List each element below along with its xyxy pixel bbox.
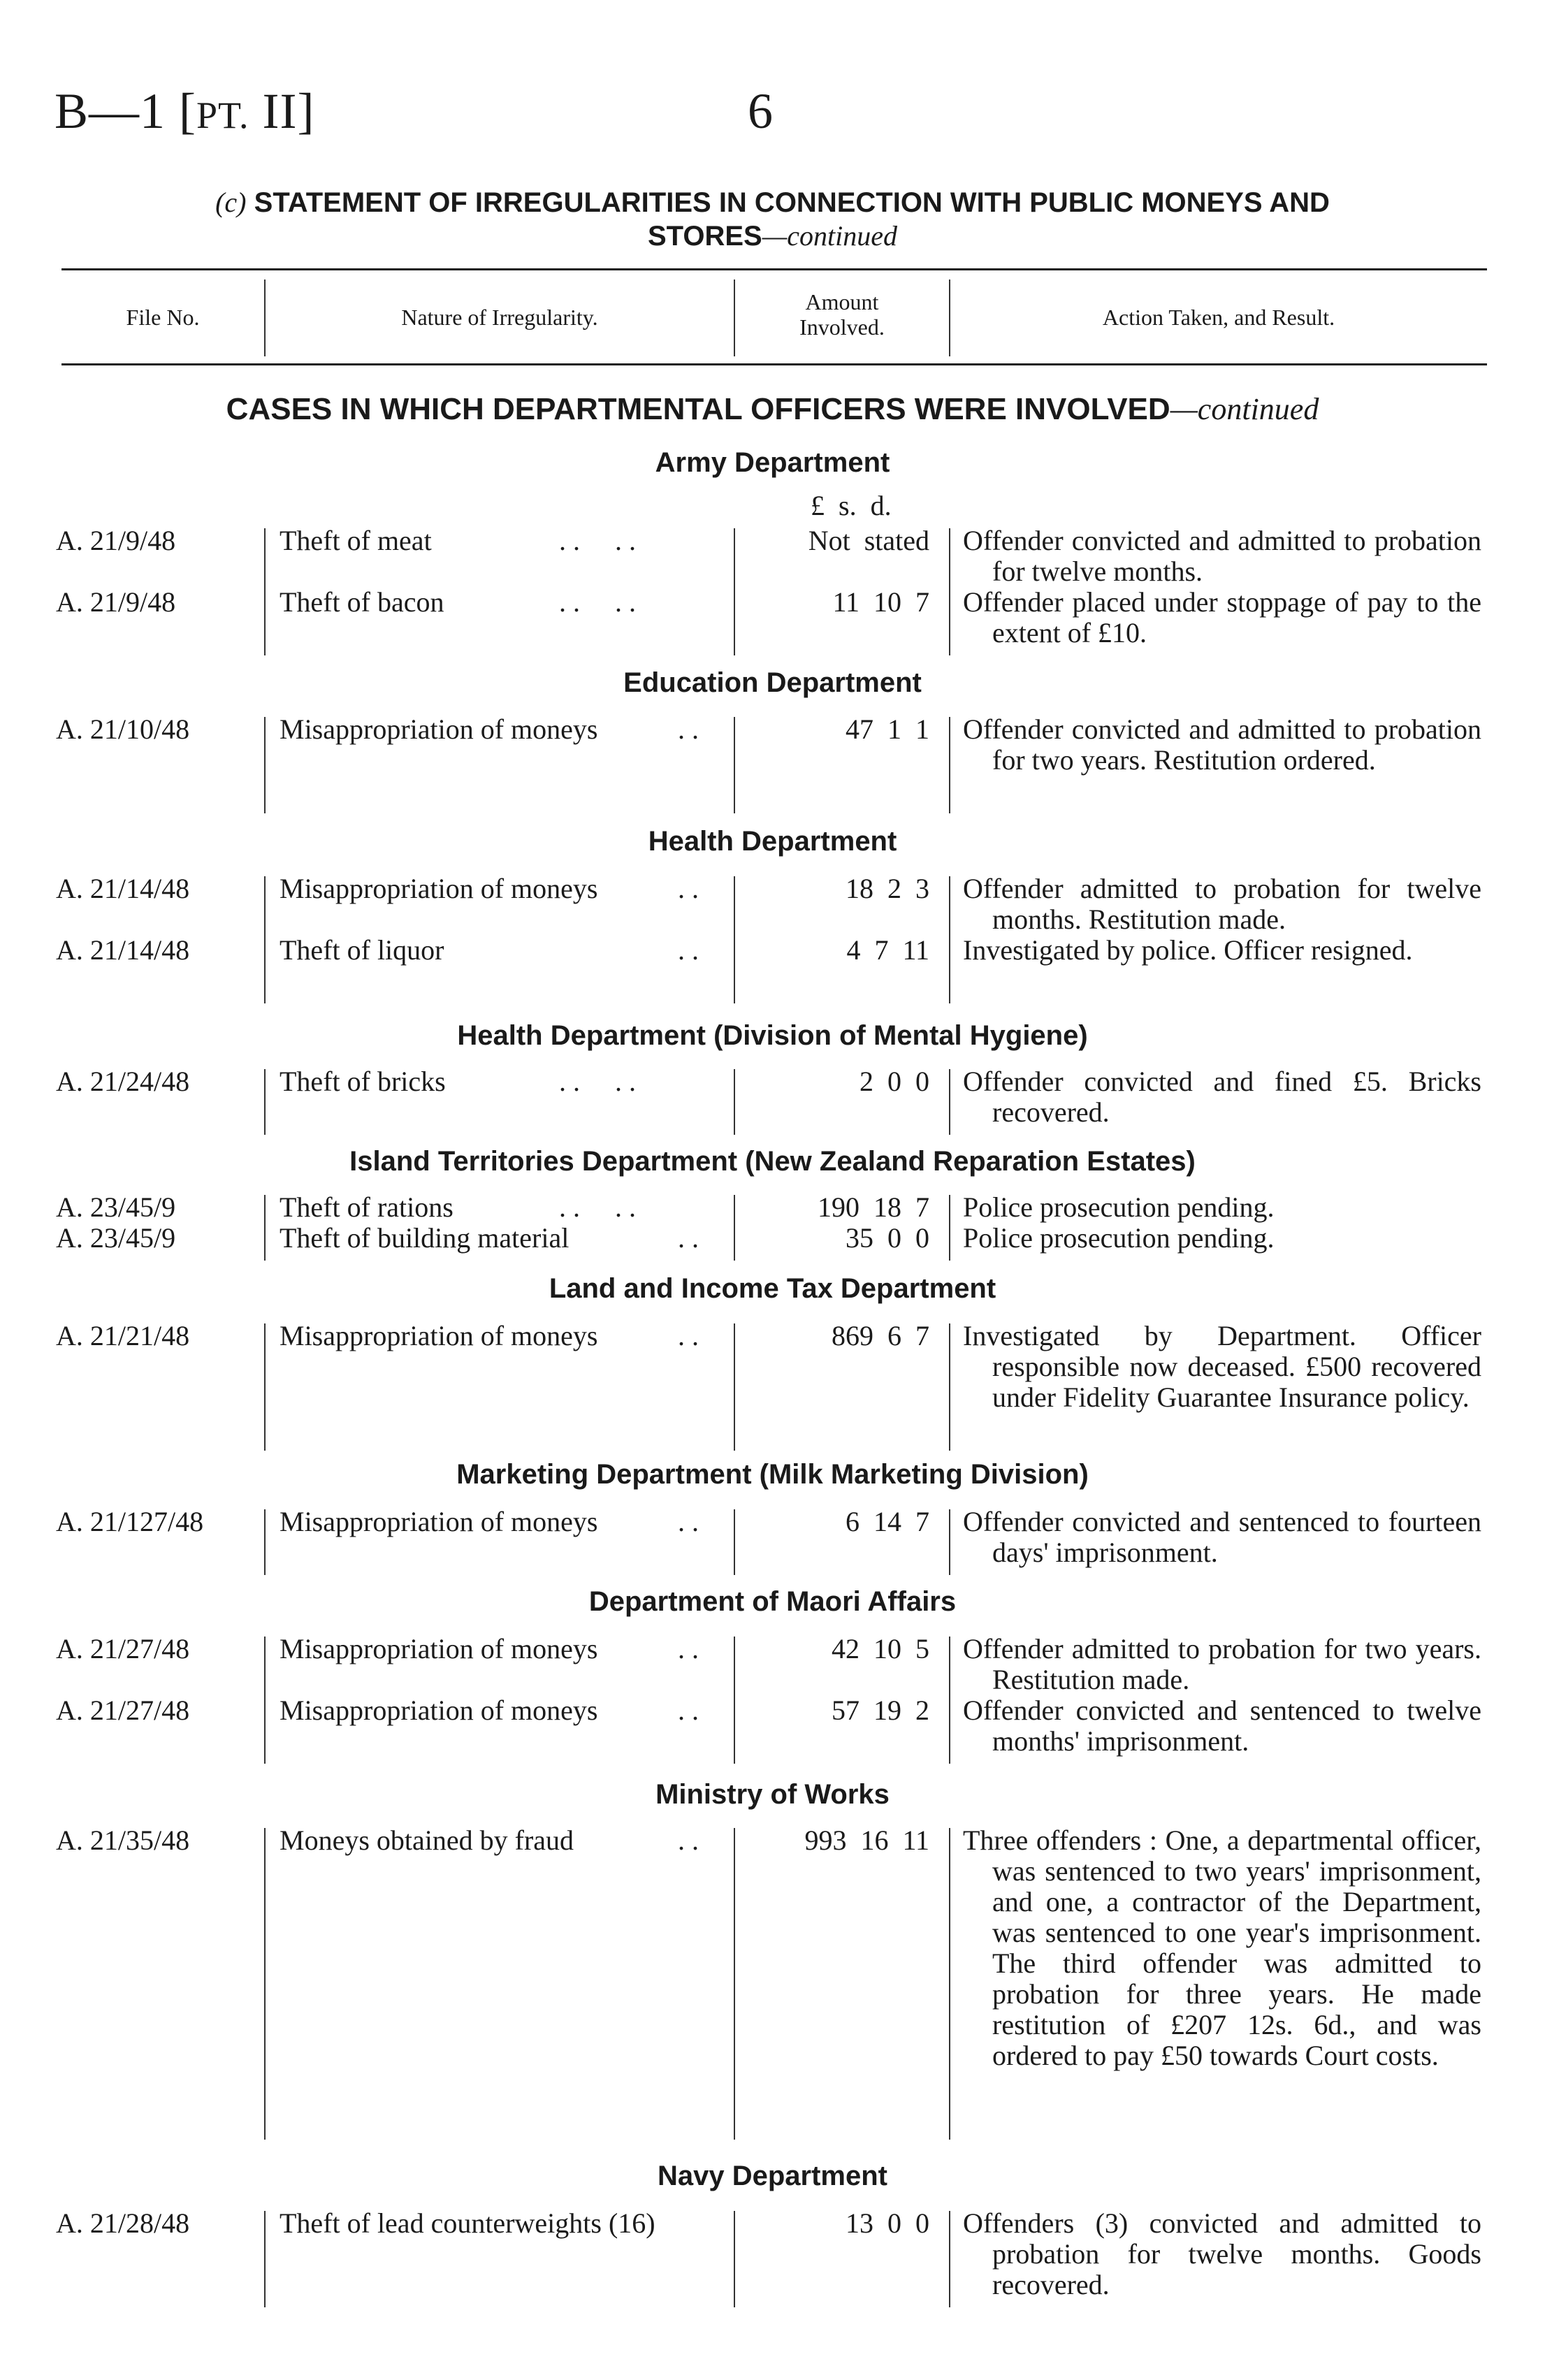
- column-rule: [734, 1195, 735, 1230]
- nature-of-irregularity: Misappropriation of moneys: [280, 713, 598, 745]
- department-heading: Health Department: [648, 826, 897, 857]
- department-heading: Education Department: [623, 667, 922, 698]
- action-taken: Offenders (3) convicted and admitted to probation for twelve months. Goods recovered.: [963, 2207, 1481, 2300]
- column-rule: [949, 1226, 950, 1261]
- leader-dots: . .: [678, 713, 699, 745]
- action-taken: Offender placed under stoppage of pay to the extent of £10.: [963, 586, 1481, 648]
- amount-involved: 2 0 0: [859, 1066, 929, 1097]
- column-rule: [264, 2211, 266, 2307]
- column-rule: [734, 1069, 735, 1135]
- column-header-amount: [735, 289, 949, 340]
- file-number: A. 21/14/48: [56, 934, 190, 966]
- action-taken: Police prosecution pending.: [963, 1222, 1275, 1254]
- nature-of-irregularity: Misappropriation of moneys: [280, 873, 598, 904]
- nature-of-irregularity: Theft of lead counterweights (16): [280, 2207, 655, 2239]
- column-rule: [734, 1637, 735, 1702]
- file-number: A. 21/9/48: [56, 586, 176, 618]
- file-number: A. 21/24/48: [56, 1066, 190, 1097]
- column-rule: [264, 528, 266, 594]
- column-rule: [949, 1069, 950, 1135]
- action-taken: Three offenders : One, a departmental officer, was sentenced to two years' imprisonment, and one, a contractor of the Department, was sentenced to one year's imprisonment. The third offender was admitted to probation for three years. He made restitution of £207 12s. 6d., and was ordered to pay £50 towards Court costs.: [963, 1824, 1481, 2071]
- leader-dots: . . . .: [559, 1191, 636, 1223]
- action-taken: Investigated by police. Officer resigned.: [963, 934, 1413, 966]
- column-rule: [734, 876, 735, 942]
- amount-involved: 57 19 2: [832, 1695, 929, 1726]
- section-heading: CASES IN WHICH DEPARTMENTAL OFFICERS WERE INVOLVED—continued: [226, 392, 1319, 426]
- amount-involved: 869 6 7: [832, 1320, 929, 1351]
- column-rule: [264, 1637, 266, 1702]
- column-rule: [264, 1323, 266, 1451]
- section-continued: —continued: [1170, 392, 1319, 426]
- action-taken: Offender convicted and fined £5. Bricks recovered.: [963, 1066, 1481, 1128]
- column-rule: [734, 1698, 735, 1764]
- column-rule: [264, 876, 266, 942]
- currency-column-header: £ s. d.: [811, 490, 892, 521]
- amount-involved: 42 10 5: [832, 1633, 929, 1664]
- column-header-amount-line1: Amount: [805, 289, 879, 314]
- column-rule: [264, 1698, 266, 1764]
- leader-dots: . . . .: [559, 586, 636, 618]
- column-rule: [949, 528, 950, 594]
- nature-of-irregularity: Misappropriation of moneys: [280, 1506, 598, 1537]
- page-number: 6: [748, 83, 773, 139]
- leader-dots: . .: [678, 1633, 699, 1664]
- header-top-rule: [61, 268, 1487, 270]
- department-heading: Navy Department: [657, 2161, 887, 2191]
- file-number: A. 23/45/9: [56, 1222, 176, 1254]
- file-number: A. 21/14/48: [56, 873, 190, 904]
- column-rule: [734, 590, 735, 655]
- department-heading: Army Department: [655, 447, 890, 478]
- statement-title: [0, 186, 1545, 219]
- action-taken: Police prosecution pending.: [963, 1191, 1275, 1223]
- column-rule: [949, 1828, 950, 2140]
- amount-involved: 13 0 0: [846, 2207, 929, 2239]
- column-rule: [734, 2211, 735, 2307]
- file-number: A. 21/27/48: [56, 1633, 190, 1664]
- nature-of-irregularity: Theft of rations: [280, 1191, 454, 1223]
- action-taken: Investigated by Department. Officer responsible now deceased. £500 recovered under Fidelity Guarantee Insurance policy.: [963, 1320, 1481, 1413]
- column-rule: [949, 2211, 950, 2307]
- amount-involved: 190 18 7: [818, 1191, 929, 1223]
- nature-of-irregularity: Theft of meat: [280, 525, 432, 556]
- nature-of-irregularity: Moneys obtained by fraud: [280, 1824, 574, 1856]
- column-header-nature: Nature of Irregularity.: [401, 305, 598, 330]
- amount-involved: 11 10 7: [832, 586, 929, 618]
- action-taken: Offender convicted and sentenced to twelve months' imprisonment.: [963, 1695, 1481, 1757]
- column-rule: [949, 1323, 950, 1451]
- file-number: A. 21/21/48: [56, 1320, 190, 1351]
- statement-title-line1: STATEMENT OF IRREGULARITIES IN CONNECTION WITH PUBLIC MONEYS AND: [254, 187, 1330, 218]
- column-rule: [734, 938, 735, 1003]
- file-number: A. 23/45/9: [56, 1191, 176, 1223]
- leader-dots: . .: [678, 1695, 699, 1726]
- amount-involved: 18 2 3: [846, 873, 929, 904]
- column-rule: [949, 1637, 950, 1702]
- column-rule: [264, 938, 266, 1003]
- nature-of-irregularity: Theft of liquor: [280, 934, 444, 966]
- column-rule: [949, 1698, 950, 1764]
- department-heading: Island Territories Department (New Zealand Reparation Estates): [349, 1146, 1196, 1177]
- department-heading: Land and Income Tax Department: [549, 1273, 996, 1304]
- leader-dots: . .: [678, 1222, 699, 1254]
- column-rule: [949, 938, 950, 1003]
- amount-involved: 6 14 7: [846, 1506, 929, 1537]
- amount-involved: Not stated: [808, 525, 929, 556]
- nature-of-irregularity: Theft of bacon: [280, 586, 444, 618]
- nature-of-irregularity: Theft of building material: [280, 1222, 570, 1254]
- document-reference: B—1 [PT. II]: [55, 83, 315, 139]
- file-number: A. 21/10/48: [56, 713, 190, 745]
- action-taken: Offender admitted to probation for two years. Restitution made.: [963, 1633, 1481, 1695]
- leader-dots: . . . .: [559, 525, 636, 556]
- column-rule: [734, 1226, 735, 1261]
- leader-dots: . .: [678, 873, 699, 904]
- column-header-amount-line2: Involved.: [799, 314, 885, 340]
- department-heading: Department of Maori Affairs: [588, 1586, 957, 1617]
- action-taken: Offender convicted and sentenced to fourteen days' imprisonment.: [963, 1506, 1481, 1568]
- action-taken: Offender convicted and admitted to probation for two years. Restitution ordered.: [963, 713, 1481, 776]
- column-rule: [949, 1195, 950, 1230]
- action-taken: Offender admitted to probation for twelve months. Restitution made.: [963, 873, 1481, 935]
- department-heading: Ministry of Works: [655, 1779, 890, 1810]
- department-heading: Marketing Department (Milk Marketing Division): [456, 1459, 1089, 1490]
- column-rule: [734, 717, 735, 813]
- header-bottom-rule: [61, 363, 1487, 365]
- file-number: A. 21/27/48: [56, 1695, 190, 1726]
- file-number: A. 21/127/48: [56, 1506, 204, 1537]
- amount-involved: 35 0 0: [846, 1222, 929, 1254]
- column-rule: [264, 590, 266, 655]
- action-taken: Offender convicted and admitted to probation for twelve months.: [963, 525, 1481, 587]
- amount-involved: 4 7 11: [846, 934, 929, 966]
- column-rule: [264, 717, 266, 813]
- column-rule: [264, 1069, 266, 1135]
- leader-dots: . .: [678, 1824, 699, 1856]
- file-number: A. 21/35/48: [56, 1824, 190, 1856]
- leader-dots: . .: [678, 1320, 699, 1351]
- column-rule: [734, 1323, 735, 1451]
- leader-dots: . . . .: [559, 1066, 636, 1097]
- column-rule: [949, 590, 950, 655]
- column-rule: [734, 1828, 735, 2140]
- column-header-file-no: File No.: [126, 305, 200, 330]
- nature-of-irregularity: Theft of bricks: [280, 1066, 446, 1097]
- file-number: A. 21/28/48: [56, 2207, 190, 2239]
- leader-dots: . .: [678, 934, 699, 966]
- column-rule: [264, 1509, 266, 1575]
- column-rule: [949, 876, 950, 942]
- statement-title-line2-wrap: [0, 219, 1545, 253]
- leader-dots: . .: [678, 1506, 699, 1537]
- department-heading: Health Department (Division of Mental Hygiene): [457, 1020, 1088, 1051]
- nature-of-irregularity: Misappropriation of moneys: [280, 1695, 598, 1726]
- nature-of-irregularity: Misappropriation of moneys: [280, 1633, 598, 1664]
- amount-involved: 47 1 1: [846, 713, 929, 745]
- column-rule: [734, 528, 735, 594]
- column-rule: [264, 1195, 266, 1230]
- amount-involved: 993 16 11: [804, 1824, 929, 1856]
- column-rule: [734, 1509, 735, 1575]
- statement-title-line2: STORES: [647, 221, 762, 252]
- column-rule: [949, 717, 950, 813]
- statement-continued: —continued: [762, 220, 898, 252]
- column-rule: [264, 1226, 266, 1261]
- column-rule: [264, 1828, 266, 2140]
- column-header-action: Action Taken, and Result.: [1102, 305, 1335, 330]
- nature-of-irregularity: Misappropriation of moneys: [280, 1320, 598, 1351]
- statement-prefix: (c): [215, 187, 247, 218]
- column-rule: [949, 1509, 950, 1575]
- file-number: A. 21/9/48: [56, 525, 176, 556]
